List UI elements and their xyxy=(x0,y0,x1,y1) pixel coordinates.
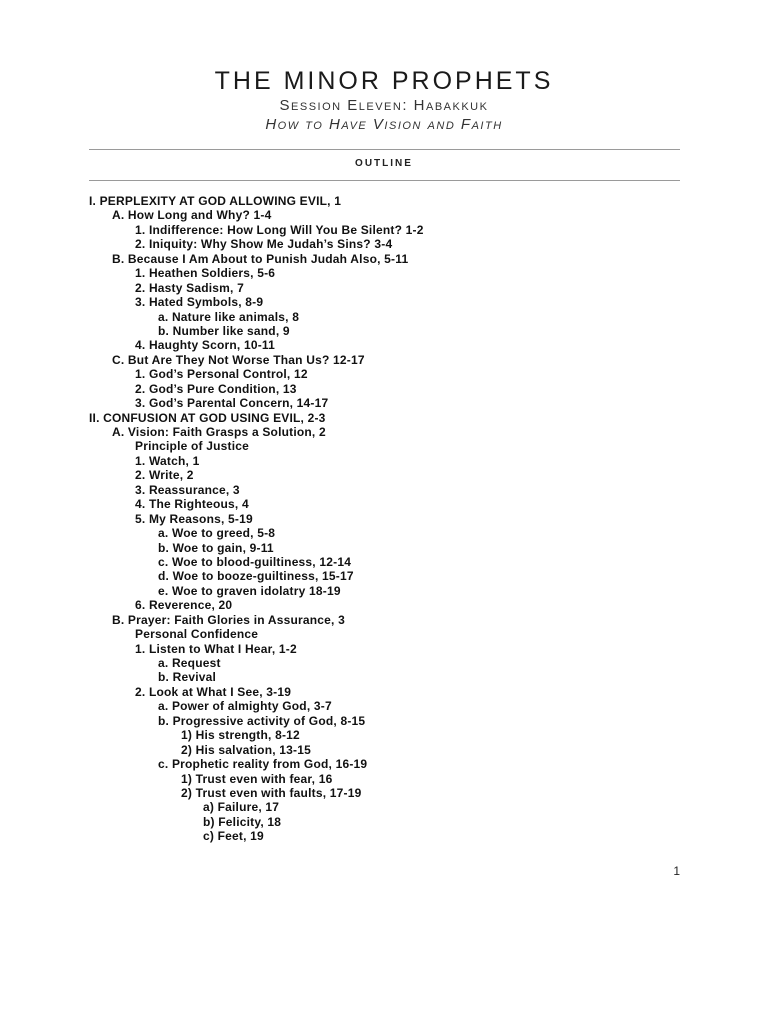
outline-item: 1) Trust even with fear, 16 xyxy=(181,771,333,786)
top-divider xyxy=(89,149,680,150)
outline-heading: OUTLINE xyxy=(355,158,413,169)
outline-item: a. Nature like animals, 8 xyxy=(158,309,300,324)
outline-list xyxy=(89,194,424,844)
outline-item: II. CONFUSION AT GOD USING EVIL, 2-3 xyxy=(89,410,326,425)
outline-item: 2. Hasty Sadism, 7 xyxy=(135,280,244,295)
outline-item: Personal Confidence xyxy=(135,627,259,642)
outline-item: b. Woe to gain, 9-11 xyxy=(158,540,274,555)
outline-item: 4. Haughty Scorn, 10-11 xyxy=(135,338,275,353)
outline-item: a. Power of almighty God, 3-7 xyxy=(158,699,332,714)
outline-item: A. How Long and Why? 1-4 xyxy=(112,208,272,223)
outline-item: 6. Reverence, 20 xyxy=(135,598,233,613)
outline-item: 1. Heathen Soldiers, 5-6 xyxy=(135,266,276,281)
outline-item: 1. Listen to What I Hear, 1-2 xyxy=(135,641,297,656)
outline-item: d. Woe to booze-guiltiness, 15-17 xyxy=(158,569,354,584)
outline-item: 1. Watch, 1 xyxy=(135,453,200,468)
outline-item: Principle of Justice xyxy=(135,439,250,454)
outline-item: a. Request xyxy=(158,656,221,670)
outline-item: a) Failure, 17 xyxy=(203,800,280,815)
outline-item: 1) His strength, 8-12 xyxy=(181,728,300,743)
outline-item: 2. God’s Pure Condition, 13 xyxy=(135,381,297,396)
document-title: THE MINOR PROPHETS xyxy=(214,67,554,95)
outline-item: 1. Indifference: How Long Will You Be Silent? 1-2 xyxy=(135,222,424,237)
outline-item: 3. God’s Parental Concern, 14-17 xyxy=(135,396,329,411)
outline-item: I. PERPLEXITY AT GOD ALLOWING EVIL, 1 xyxy=(89,194,342,208)
outline-item: 2) His salvation, 13-15 xyxy=(181,742,311,757)
outline-item: 4. The Righteous, 4 xyxy=(135,497,249,512)
session-tagline: How to Have Vision and Faith xyxy=(265,116,503,133)
outline-item: 5. My Reasons, 5-19 xyxy=(135,511,253,526)
outline-item: 1. God’s Personal Control, 12 xyxy=(135,367,308,382)
outline-item: b) Felicity, 18 xyxy=(203,814,282,829)
bottom-divider xyxy=(89,180,680,181)
outline-item: 2. Iniquity: Why Show Me Judah’s Sins? 3-4 xyxy=(135,237,393,252)
outline-item: c) Feet, 19 xyxy=(203,829,264,844)
outline-item: b. Number like sand, 9 xyxy=(158,323,290,338)
page-number: 1 xyxy=(673,864,680,878)
outline-item: B. Prayer: Faith Glories in Assurance, 3 xyxy=(112,612,345,627)
outline-item: b. Revival xyxy=(158,670,217,685)
outline-item: b. Progressive activity of God, 8-15 xyxy=(158,713,366,728)
outline-item: 3. Hated Symbols, 8-9 xyxy=(135,295,264,310)
outline-item: C. But Are They Not Worse Than Us? 12-17 xyxy=(112,352,365,367)
outline-item: 2. Write, 2 xyxy=(135,468,194,483)
outline-item: e. Woe to graven idolatry 18-19 xyxy=(158,583,341,598)
outline-item: 3. Reassurance, 3 xyxy=(135,482,240,497)
outline-item: 2. Look at What I See, 3-19 xyxy=(135,684,292,699)
session-subtitle: Session Eleven: Habakkuk xyxy=(279,97,489,114)
outline-item: a. Woe to greed, 5-8 xyxy=(158,526,276,541)
outline-item: A. Vision: Faith Grasps a Solution, 2 xyxy=(112,425,326,439)
outline-item: c. Prophetic reality from God, 16-19 xyxy=(158,757,368,772)
outline-item: 2) Trust even with faults, 17-19 xyxy=(181,785,362,800)
outline-item: B. Because I Am About to Punish Judah Also, 5-11 xyxy=(112,251,409,266)
outline-item: c. Woe to blood-guiltiness, 12-14 xyxy=(158,554,352,569)
